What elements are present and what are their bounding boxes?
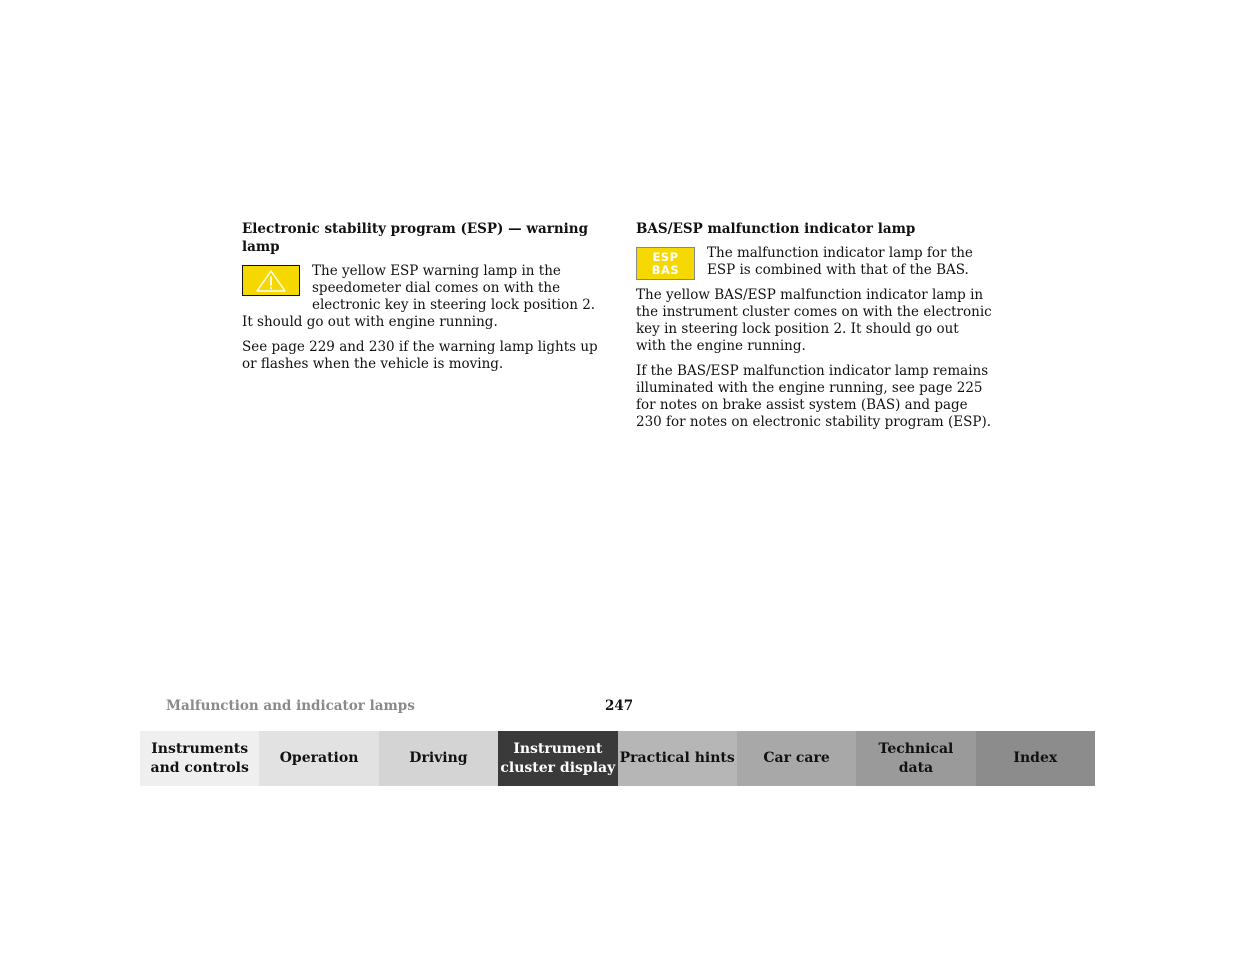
tab-practical-hints[interactable]: Practical hints [618,731,737,786]
tab-instrument-cluster-display[interactable]: Instrument cluster display [498,731,617,786]
bas-esp-text-2: The yellow BAS/ESP malfunction indicator lamp in the instrument cluster comes on with the electronic key in steering lock position 2. It should go out with the engine running. [636,287,992,354]
page-number: 247 [605,698,634,714]
esp-bas-lamp-line1: ESP [652,249,679,264]
esp-warning-section [242,220,598,381]
section-title: Malfunction and indicator lamps [166,698,415,714]
esp-warning-heading: Electronic stability program (ESP) — warning lamp [242,221,589,255]
tab-technical-data[interactable]: Technical data [856,731,975,786]
esp-bas-lamp-line2: BAS [651,262,680,277]
esp-bas-lamp-icon [636,247,695,280]
bas-esp-heading: BAS/ESP malfunction indicator lamp [636,221,916,237]
tab-driving[interactable]: Driving [379,731,498,786]
warning-triangle-icon [254,269,288,293]
esp-warning-lamp [242,265,300,296]
tab-index[interactable]: Index [976,731,1095,786]
bas-esp-text-3: If the BAS/ESP malfunction indicator lamp remains illuminated with the engine running, see page 225 for notes on brake assist system (BAS) and page 230 for notes on electronic stability program (ESP). [636,363,992,430]
bas-esp-section [636,220,992,439]
tab-operation[interactable]: Operation [259,731,378,786]
tab-car-care[interactable]: Car care [737,731,856,786]
esp-warning-note: See page 229 and 230 if the warning lamp lights up or flashes when the vehicle is moving. [242,339,598,372]
bas-esp-text-1: The malfunction indicator lamp for the ESP is combined with that of the BAS. [707,245,973,278]
chapter-tabs [140,731,1095,786]
tab-instruments-and-controls[interactable]: Instruments and controls [140,731,259,786]
esp-warning-text: The yellow ESP warning lamp in the speedometer dial comes on with the electronic key in steering lock position 2. It should go out with engine running. [242,263,596,330]
